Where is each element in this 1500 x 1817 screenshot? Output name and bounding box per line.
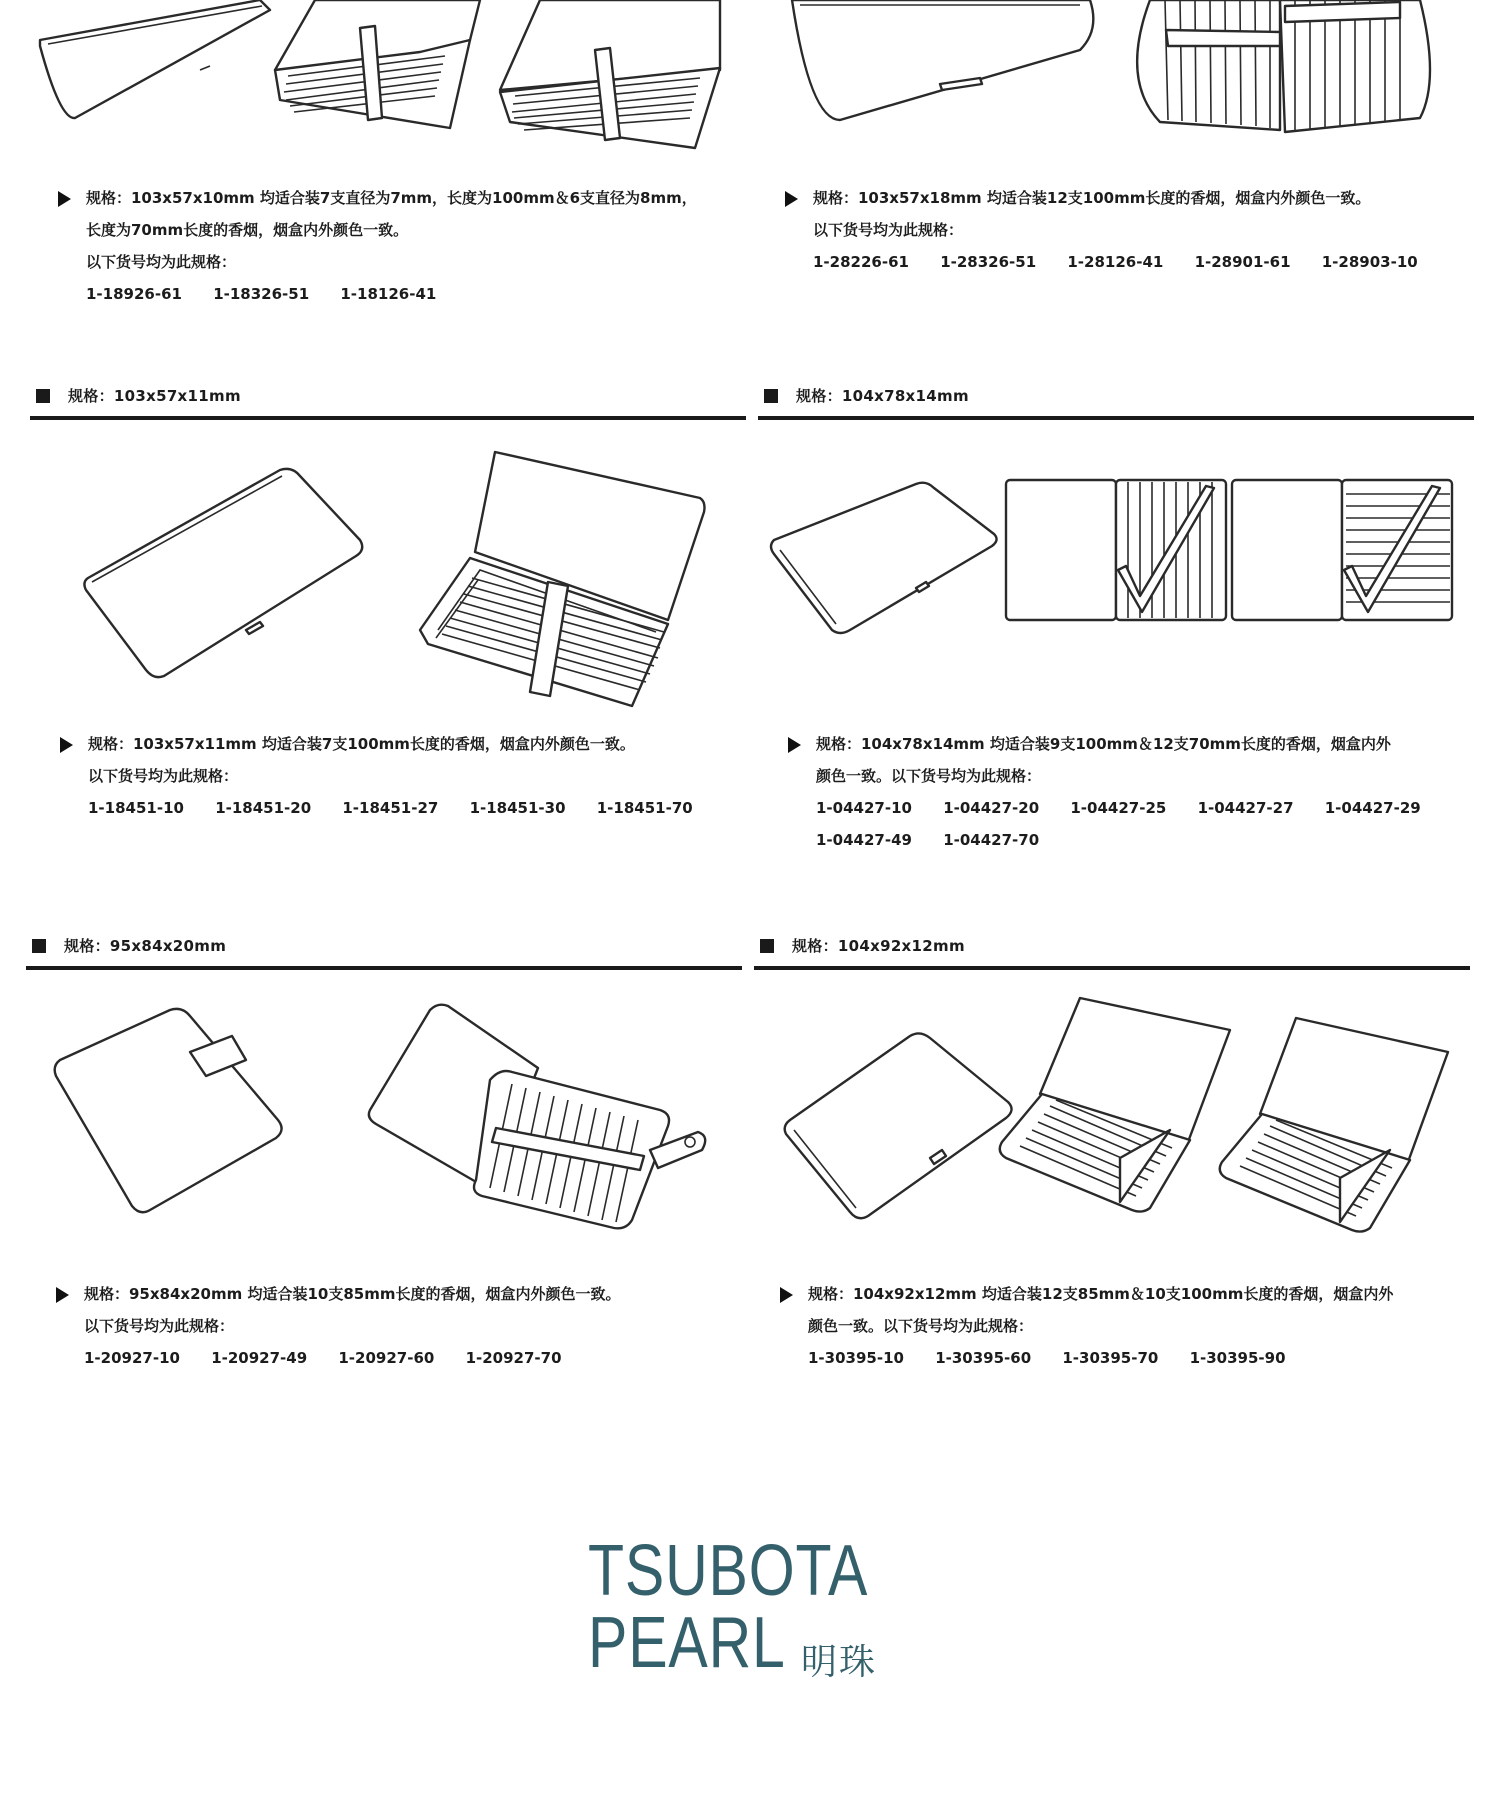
brand-logo — [588, 1531, 918, 1685]
spec-line: 以下货号均为此规格： — [88, 767, 239, 785]
square-bullet-icon — [764, 389, 778, 403]
bullet-arrow-icon — [788, 737, 801, 753]
section-header-6 — [754, 932, 1470, 970]
square-bullet-icon — [36, 389, 50, 403]
spec-line: 规格：103x57x10mm 均适合装7支直径为7mm，长度为100mm＆6支直径为8mm， — [86, 189, 697, 207]
section-header-4 — [758, 382, 1474, 420]
product-drawing-5 — [50, 1000, 730, 1250]
product-code: 1-04427-10 — [816, 799, 912, 817]
spec-line: 规格：103x57x18mm 均适合装12支100mm长度的香烟，烟盒内外颜色一致。 — [813, 189, 1371, 207]
product-code: 1-04427-20 — [943, 799, 1040, 817]
product-code: 1-18451-27 — [342, 799, 439, 817]
product-code: 1-18451-30 — [469, 799, 566, 817]
spec-description-3 — [88, 728, 728, 824]
product-code-list — [808, 1342, 1468, 1374]
spec-line: 以下货号均为此规格： — [86, 253, 237, 271]
spec-description-1 — [86, 182, 726, 310]
spec-description-4 — [816, 728, 1476, 856]
product-code: 1-18451-70 — [596, 799, 693, 817]
spec-line: 规格：104x78x14mm 均适合装9支100mm＆12支70mm长度的香烟，烟盒内外 — [816, 735, 1391, 753]
product-code: 1-04427-27 — [1197, 799, 1294, 817]
logo-chinese-name: 明珠 — [801, 1642, 878, 1683]
section-title: 规格：95x84x20mm — [64, 937, 227, 955]
product-code: 1-18326-51 — [213, 285, 310, 303]
product-code-list — [816, 824, 1476, 856]
product-code-list — [88, 792, 728, 824]
product-code: 1-30395-60 — [935, 1349, 1032, 1367]
product-code: 1-30395-10 — [808, 1349, 904, 1367]
bullet-arrow-icon — [785, 191, 798, 207]
product-code: 1-28901-61 — [1194, 253, 1291, 271]
spec-description-2 — [813, 182, 1473, 278]
spec-line: 以下货号均为此规格： — [84, 1317, 235, 1335]
spec-line: 规格：95x84x20mm 均适合装10支85mm长度的香烟，烟盒内外颜色一致。 — [84, 1285, 621, 1303]
logo-line-1: TSUBOTA — [588, 1531, 869, 1611]
product-code: 1-20927-60 — [338, 1349, 435, 1367]
product-drawing-4 — [766, 470, 1466, 650]
spec-line: 颜色一致。以下货号均为此规格： — [816, 767, 1042, 785]
product-drawing-1 — [30, 0, 750, 160]
bullet-arrow-icon — [780, 1287, 793, 1303]
section-title: 规格：104x78x14mm — [796, 387, 969, 405]
product-drawing-2 — [780, 0, 1480, 160]
product-code: 1-04427-25 — [1070, 799, 1167, 817]
spec-description-6 — [808, 1278, 1468, 1374]
product-code: 1-04427-70 — [943, 831, 1040, 849]
product-code: 1-18126-41 — [340, 285, 437, 303]
spec-line: 规格：104x92x12mm 均适合装12支85mm＆10支100mm长度的香烟，烟盒内外 — [808, 1285, 1394, 1303]
section-title: 规格：103x57x11mm — [68, 387, 241, 405]
product-code: 1-28903-10 — [1321, 253, 1418, 271]
square-bullet-icon — [760, 939, 774, 953]
product-code-list — [816, 792, 1476, 824]
bullet-arrow-icon — [58, 191, 71, 207]
product-code: 1-18451-20 — [215, 799, 312, 817]
product-code-list — [84, 1342, 724, 1374]
spec-line: 颜色一致。以下货号均为此规格： — [808, 1317, 1034, 1335]
section-header-5 — [26, 932, 742, 970]
product-code: 1-18926-61 — [86, 285, 182, 303]
product-code: 1-04427-49 — [816, 831, 912, 849]
product-code: 1-28226-61 — [813, 253, 909, 271]
logo-line-2: PEARL — [588, 1603, 786, 1683]
section-title: 规格：104x92x12mm — [792, 937, 965, 955]
product-code: 1-28126-41 — [1067, 253, 1164, 271]
product-code-list — [86, 278, 726, 310]
square-bullet-icon — [32, 939, 46, 953]
product-code-list — [813, 246, 1473, 278]
spec-line: 长度为70mm长度的香烟，烟盒内外颜色一致。 — [86, 221, 409, 239]
product-code: 1-20927-49 — [211, 1349, 308, 1367]
spec-line: 规格：103x57x11mm 均适合装7支100mm长度的香烟，烟盒内外颜色一致。 — [88, 735, 635, 753]
product-code: 1-20927-10 — [84, 1349, 180, 1367]
product-code: 1-30395-90 — [1189, 1349, 1286, 1367]
product-code: 1-18451-10 — [88, 799, 184, 817]
product-code: 1-04427-29 — [1324, 799, 1421, 817]
product-drawing-3 — [60, 440, 720, 720]
product-code: 1-30395-70 — [1062, 1349, 1159, 1367]
bullet-arrow-icon — [56, 1287, 69, 1303]
product-code: 1-20927-70 — [465, 1349, 562, 1367]
bullet-arrow-icon — [60, 737, 73, 753]
product-code: 1-28326-51 — [940, 253, 1037, 271]
product-drawing-6 — [780, 990, 1480, 1260]
spec-description-5 — [84, 1278, 724, 1374]
spec-line: 以下货号均为此规格： — [813, 221, 964, 239]
section-header-3 — [30, 382, 746, 420]
